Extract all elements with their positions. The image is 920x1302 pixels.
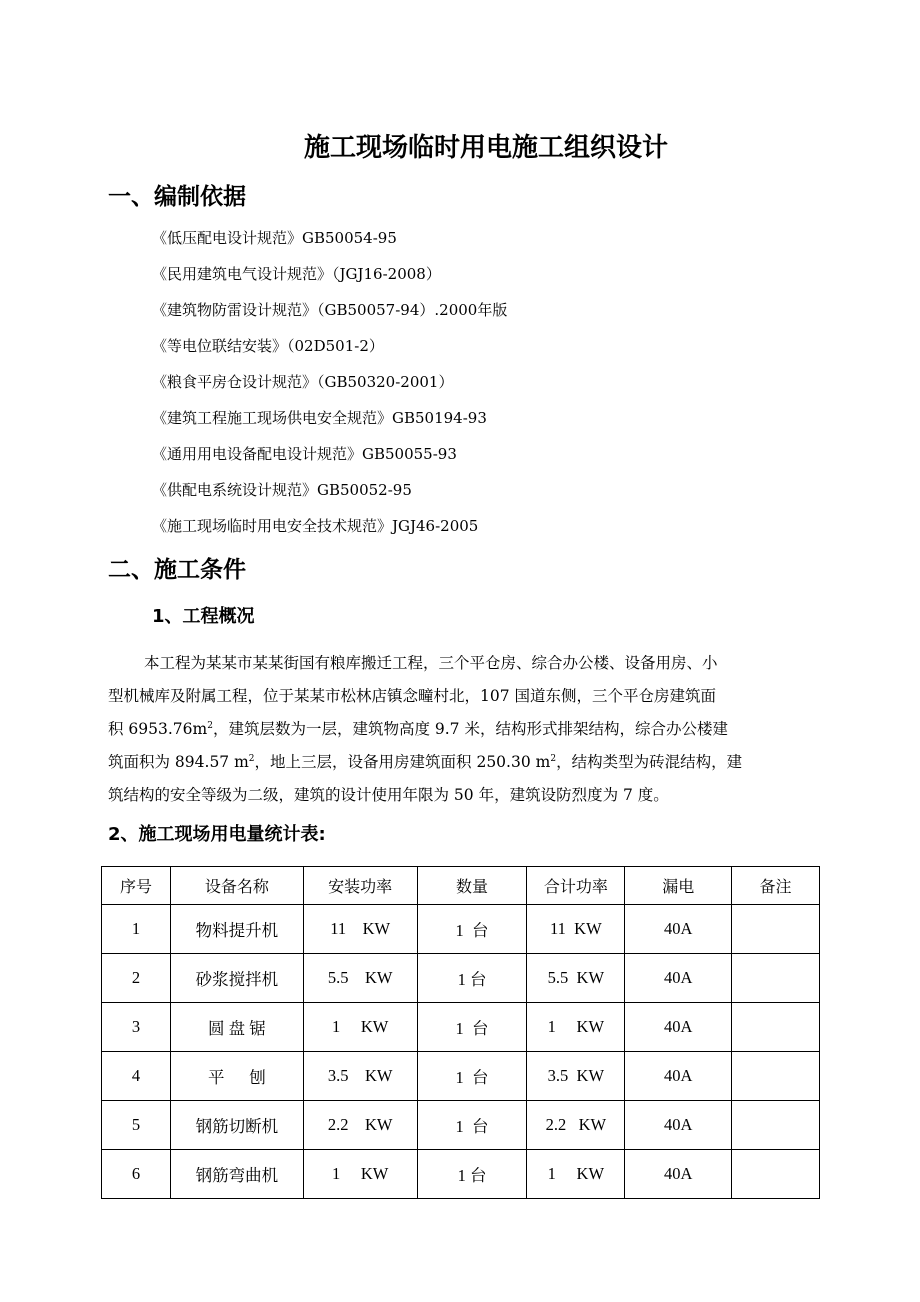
table-cell: 钢筋切断机: [170, 1101, 303, 1150]
table-cell: 5.5 KW: [303, 954, 417, 1003]
table-cell: 2: [102, 954, 171, 1003]
header-cell: 漏电: [625, 867, 732, 905]
overview-text: ，建筑层数为一层，建筑物高度 9.7 米，结构形式排架结构，综合办公楼建: [212, 720, 728, 738]
overview-line: [108, 713, 843, 746]
subsection-heading-power-table: 2、施工现场用电量统计表:: [108, 824, 326, 845]
table-cell: 1 台: [417, 1101, 527, 1150]
table-cell: 40A: [625, 954, 732, 1003]
table-cell: 1 台: [417, 905, 527, 954]
header-cell: 设备名称: [170, 867, 303, 905]
header-cell: 序号: [102, 867, 171, 905]
table-row: [102, 1150, 820, 1199]
table-cell: 40A: [625, 905, 732, 954]
table-cell: 11 KW: [303, 905, 417, 954]
table-row: [102, 1003, 820, 1052]
reference-item: 《粮食平房仓设计规范》（GB50320-2001）: [152, 373, 454, 391]
overview-text: 积 6953.76m: [108, 720, 208, 738]
table-row: [102, 1052, 820, 1101]
table-cell: 5: [102, 1101, 171, 1150]
table-cell: 圆 盘 锯: [170, 1003, 303, 1052]
table-cell: 物料提升机: [170, 905, 303, 954]
table-cell: 40A: [625, 1003, 732, 1052]
table-cell: 平 刨: [170, 1052, 303, 1101]
table-cell: [732, 1052, 820, 1101]
reference-item: 《通用用电设备配电设计规范》GB50055-93: [152, 445, 457, 463]
overview-text: 筑面积为 894.57 m: [108, 753, 249, 771]
subsection-heading-overview: 1、工程概况: [152, 606, 255, 627]
table-cell: 6: [102, 1150, 171, 1199]
section-heading-conditions: 二、施工条件: [108, 557, 246, 583]
superscript-2: 2: [207, 720, 213, 731]
table-cell: 1 台: [417, 954, 527, 1003]
table-cell: 40A: [625, 1101, 732, 1150]
table-cell: 3.5 KW: [527, 1052, 625, 1101]
header-cell: 安装功率: [303, 867, 417, 905]
section-heading-basis: 一、编制依据: [108, 184, 246, 210]
table-cell: 11 KW: [527, 905, 625, 954]
overview-text: ，地上三层，设备用房建筑面积 250.30 m: [254, 753, 551, 771]
table-cell: 1 台: [417, 1052, 527, 1101]
table-cell: [732, 905, 820, 954]
header-cell: 备注: [732, 867, 820, 905]
table-cell: [732, 1101, 820, 1150]
reference-list: [152, 224, 507, 548]
table-cell: 砂浆搅拌机: [170, 954, 303, 1003]
reference-item: 《建筑物防雷设计规范》（GB50057-94）.2000年版: [152, 301, 508, 319]
table-cell: [732, 1003, 820, 1052]
table-cell: 1 KW: [303, 1003, 417, 1052]
overview-line: 型机械库及附属工程，位于某某市松林店镇念疃村北，107 国道东侧，三个平仓房建筑面: [108, 687, 717, 705]
header-cell: 数量: [417, 867, 527, 905]
table-cell: 1: [102, 905, 171, 954]
table-cell: 1 KW: [303, 1150, 417, 1199]
table-cell: 1 台: [417, 1150, 527, 1199]
table-cell: 3.5 KW: [303, 1052, 417, 1101]
table-cell: [732, 1150, 820, 1199]
table-cell: 钢筋弯曲机: [170, 1150, 303, 1199]
table-cell: [732, 954, 820, 1003]
table-cell: 2.2 KW: [303, 1101, 417, 1150]
table-cell: 3: [102, 1003, 171, 1052]
project-overview-paragraph: [108, 647, 843, 812]
superscript-2: 2: [550, 753, 557, 764]
reference-item: 《等电位联结安装》（02D501-2）: [152, 337, 384, 355]
table-cell: 40A: [625, 1150, 732, 1199]
table-cell: 4: [102, 1052, 171, 1101]
overview-line: [108, 746, 843, 779]
table-row: [102, 1101, 820, 1150]
reference-item: 《施工现场临时用电安全技术规范》JGJ46-2005: [152, 517, 479, 535]
table-cell: 40A: [625, 1052, 732, 1101]
reference-item: 《供配电系统设计规范》GB50052-95: [152, 481, 412, 499]
table-cell: 2.2 KW: [527, 1101, 625, 1150]
table-row: [102, 905, 820, 954]
table-cell: 1 KW: [527, 1150, 625, 1199]
table-cell: 1 台: [417, 1003, 527, 1052]
power-usage-table: [101, 866, 820, 1199]
table-header-row: [102, 867, 820, 905]
reference-item: 《民用建筑电气设计规范》（JGJ16-2008）: [152, 265, 441, 283]
table-cell: 5.5 KW: [527, 954, 625, 1003]
page-title: 施工现场临时用电施工组织设计: [303, 133, 668, 163]
table-row: [102, 954, 820, 1003]
reference-item: 《建筑工程施工现场供电安全规范》GB50194-93: [152, 409, 487, 427]
superscript-2: 2: [248, 753, 255, 764]
reference-item: 《低压配电设计规范》GB50054-95: [152, 229, 397, 247]
table-cell: 1 KW: [527, 1003, 625, 1052]
overview-text: ，结构类型为砖混结构，建: [556, 753, 743, 771]
overview-line: 本工程为某某市某某街国有粮库搬迁工程，三个平仓房、综合办公楼、设备用房、小: [144, 654, 718, 672]
overview-line: 筑结构的安全等级为二级，建筑的设计使用年限为 50 年，建筑设防烈度为 7 度。: [108, 786, 669, 804]
header-cell: 合计功率: [527, 867, 625, 905]
